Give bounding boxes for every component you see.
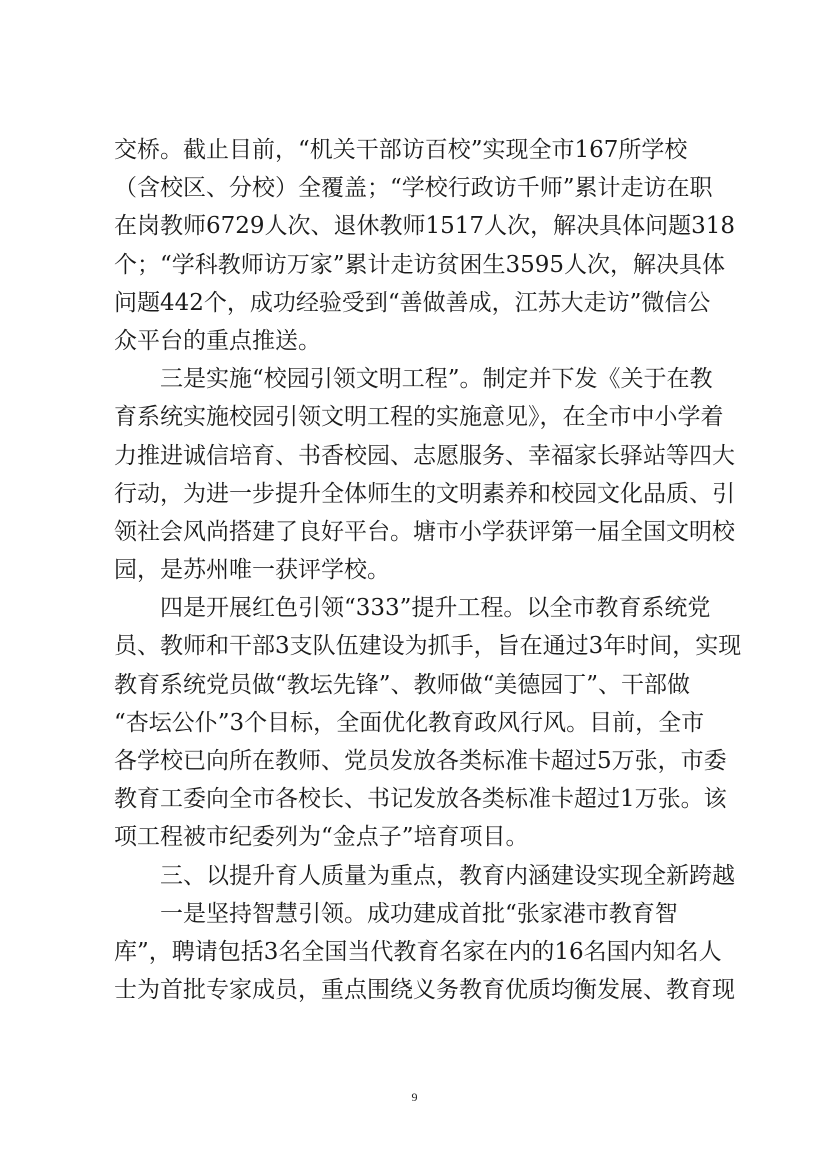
text-line: 项工程被市纪委列为“金点子”培育项目。 (114, 824, 529, 851)
text-line: 领社会风尚搭建了良好平台。塘市小学获评第一届全国文明校 (114, 518, 735, 545)
text-line: 库”，聘请包括3名全国当代教育名家在内的16名国内知名人 (114, 938, 722, 965)
page-number: 9 (411, 1090, 418, 1104)
text-line: 个；“学科教师访万家”累计走访贫困生3595人次，解决具体 (114, 251, 726, 278)
text-line: 育系统实施校园引领文明工程的实施意见》，在全市中小学着 (114, 404, 724, 431)
text-line: 力推进诚信培育、书香校园、志愿服务、幸福家长驿站等四大 (114, 442, 735, 469)
text-line: 园，是苏州唯一获评学校。 (114, 557, 390, 584)
text-line: 一是坚持智慧引领。成功建成首批“张家港市教育智 (114, 900, 678, 927)
body-text (114, 131, 742, 1009)
text-line: 三是实施“校园引领文明工程”。制定并下发《关于在教 (114, 366, 713, 393)
text-line: 教育系统党员做“教坛先锋”、教师做“美德园丁”、干部做 (114, 671, 691, 698)
text-line: 在岗教师6729人次、退休教师1517人次，解决具体问题318 (114, 213, 735, 240)
text-line: （含校区、分校）全覆盖；“学校行政访千师”累计走访在职 (114, 175, 713, 202)
section-heading: 三、以提升育人质量为重点，教育内涵建设实现全新跨越 (114, 862, 735, 889)
text-line: 员、教师和干部3支队伍建设为抓手，旨在通过3年时间，实现 (114, 633, 742, 660)
text-line: 行动，为进一步提升全体师生的文明素养和校园文化品质、引 (114, 480, 735, 507)
text-line: 交桥。截止目前，“机关干部访百校”实现全市167所学校 (114, 137, 688, 163)
text-line: 众平台的重点推送。 (114, 327, 321, 354)
text-line: 问题442个，成功经验受到“善做善成，江苏大走访”微信公 (114, 289, 711, 316)
text-line: 各学校已向所在教师、党员发放各类标准卡超过5万张，市委 (114, 748, 727, 774)
text-line: 四是开展红色引领“333”提升工程。以全市教育系统党 (114, 595, 711, 622)
text-line: 士为首批专家成员，重点围绕义务教育优质均衡发展、教育现 (114, 977, 735, 1004)
text-line: 教育工委向全市各校长、书记发放各类标准卡超过1万张。该 (114, 786, 727, 813)
text-line: “杏坛公仆”3个目标，全面优化教育政风行风。目前，全市 (114, 709, 705, 736)
